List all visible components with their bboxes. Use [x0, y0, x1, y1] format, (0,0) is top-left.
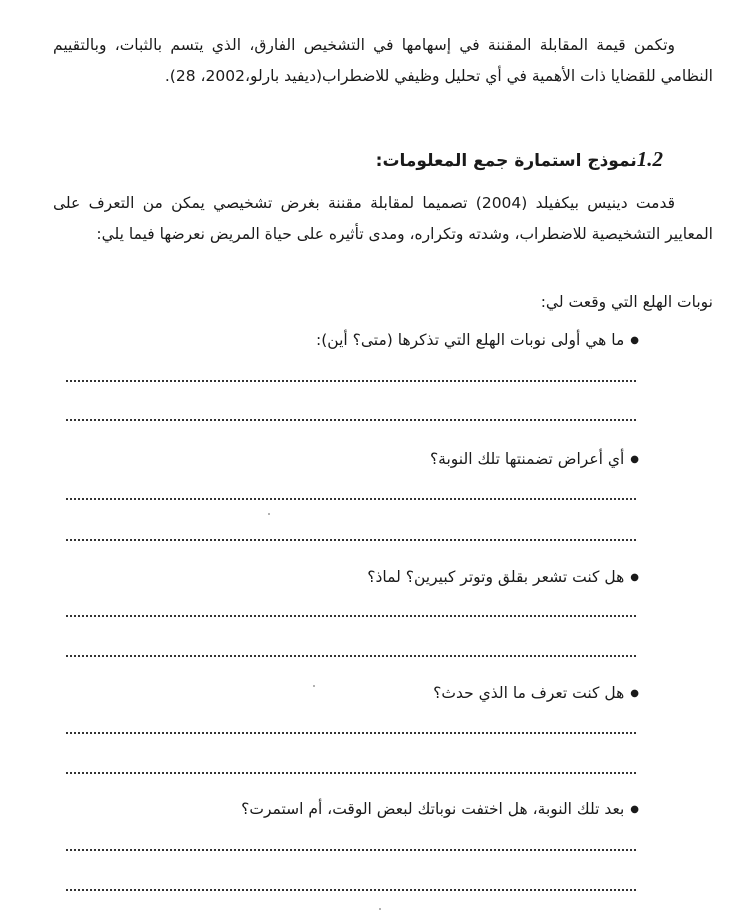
answer-line[interactable] — [66, 380, 636, 382]
bullet-icon: ● — [630, 804, 639, 815]
answer-line[interactable] — [66, 498, 636, 500]
answer-line[interactable] — [66, 655, 636, 657]
answer-line[interactable] — [66, 615, 636, 617]
intro-paragraph: وتكمن قيمة المقابلة المقننة في إسهامها في التشخيص الفارق، الذي يتسم بالثبات، وبالتقييم النظامي للقضايا ذات الأهمية في أي تحليل وظيفي للاضطراب(ديفيد بارلو،2002، 28). — [53, 36, 713, 85]
question-text: أي أعراض تضمنتها تلك النوبة؟ — [429, 450, 625, 468]
section-heading — [376, 147, 663, 172]
answer-line[interactable] — [66, 539, 636, 541]
description-paragraph: قدمت دينيس بيكفيلد (2004) تصميما لمقابلة مقننة بغرض تشخيصي يمكن من التعرف على المعايير التشخيصية للاضطراب، وشدته وتكراره، ومدى تأثيره على حياة المريض نعرضها فيما يلي: — [53, 194, 713, 243]
section-title: نموذج استمارة جمع المعلومات: — [375, 151, 637, 171]
question-text: هل كنت تشعر بقلق وتوتر كبيرين؟ لماذ؟ — [367, 568, 625, 586]
question-text: بعد تلك النوبة، هل اختفت نوباتك لبعض الوقت، أم استمرت؟ — [241, 800, 625, 818]
question-4 — [433, 681, 639, 706]
scan-speck — [268, 513, 270, 515]
bullet-icon: ● — [630, 335, 639, 346]
answer-line[interactable] — [66, 889, 636, 891]
question-2 — [430, 447, 639, 472]
scan-speck — [313, 685, 315, 687]
episodes-label: نوبات الهلع التي وقعت لي: — [540, 293, 713, 311]
answer-line[interactable] — [66, 732, 636, 734]
question-text: ما هي أولى نوبات الهلع التي تذكرها (متى؟ أين): — [316, 331, 625, 349]
bullet-icon: ● — [630, 688, 639, 699]
section-number: 1.2 — [636, 147, 663, 171]
answer-line[interactable] — [66, 419, 636, 421]
scan-speck — [379, 908, 381, 910]
answer-line[interactable] — [66, 772, 636, 774]
bullet-icon: ● — [630, 454, 639, 465]
question-1 — [316, 328, 639, 353]
question-5 — [241, 797, 639, 822]
bullet-icon: ● — [630, 572, 639, 583]
question-3 — [367, 565, 639, 590]
question-text: هل كنت تعرف ما الذي حدث؟ — [433, 684, 625, 702]
answer-line[interactable] — [66, 849, 636, 851]
